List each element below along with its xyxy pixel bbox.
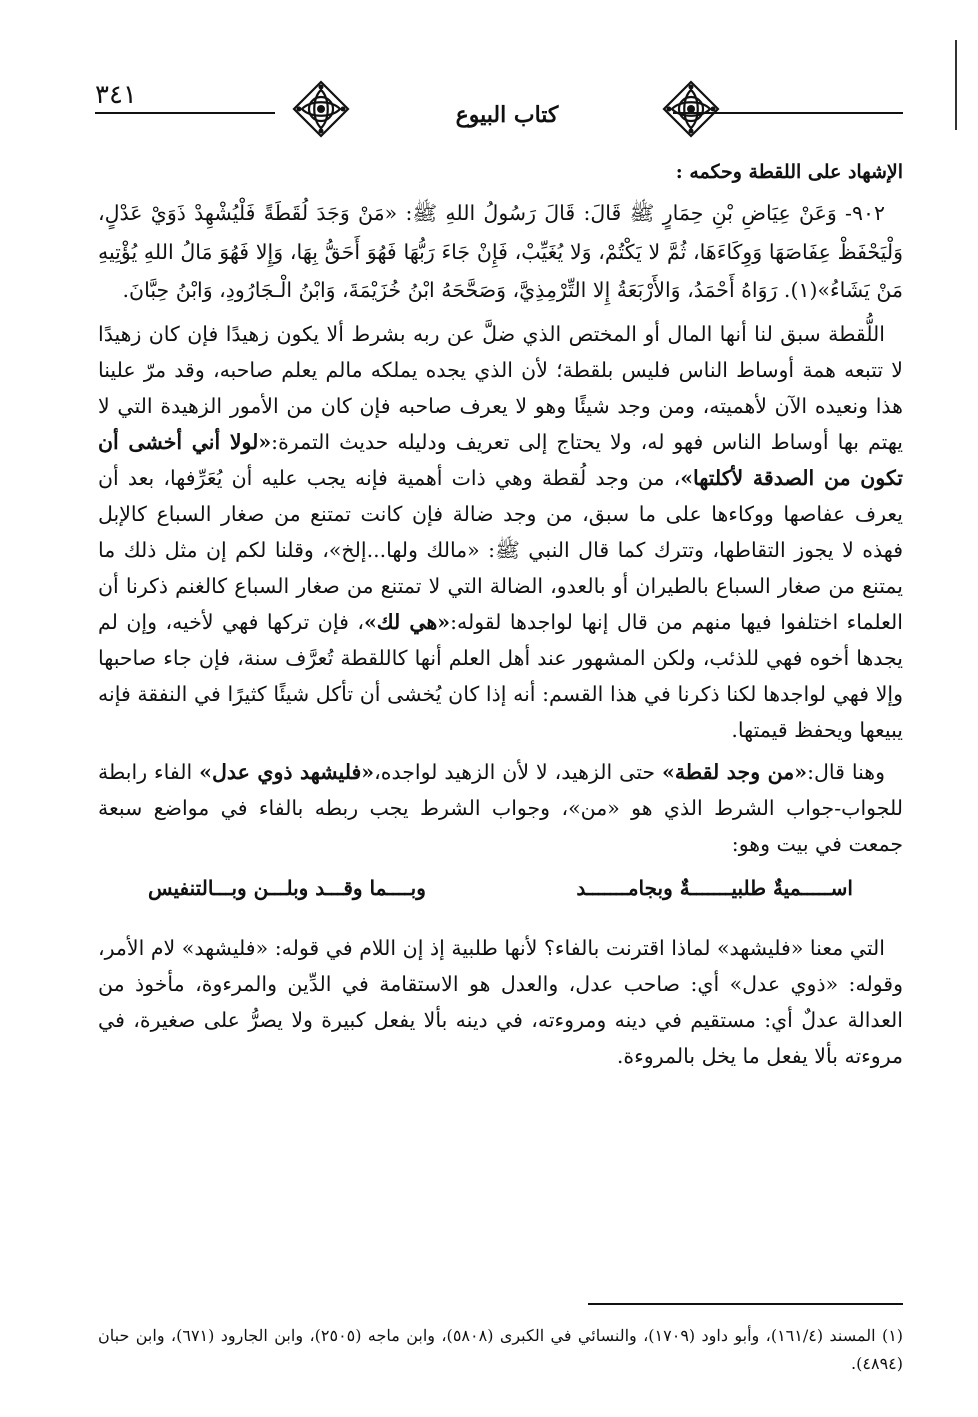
- footnote-separator: [588, 1303, 903, 1305]
- header-rule-left: [95, 112, 275, 114]
- page-number: ٣٤١: [95, 80, 137, 110]
- main-text: [98, 150, 903, 1074]
- paragraph-1-part-2: ، من وجد لُقطة وهي ذات أهمية فإنه يجب عليه أن يُعَرِّفها، بعد أن يعرف عفاصها ووكاءها على ما سبق، من وجد ضالة فإن كانت تمتنع من صغار السباع كالإبل فهذه لا يجوز التقاطها، وتترك كما قال النبي ﷺ: «مالك ولها...إلخ»، وقلنا لكم إن مثل ذلك ما يمتنع من صغار السباع بالطيران أو بالعدو، الضالة التي لا تمتنع من صغار السباع كالغنم ذكرنا أن العلماء اختلفوا فيها منهم من قال إنها لواجدها لقوله:: [98, 465, 903, 634]
- poetry-verse: [148, 868, 853, 908]
- commentary-paragraph-1: [98, 316, 903, 748]
- paragraph-1-part-1: اللُّقطة سبق لنا أنها المال أو المختص الذي ضلَّ عن ربه بشرط ألا يكون زهيدًا فإن كان زهيدًا لا تتبعه همة أوساط الناس فليس بلقطة؛ لأن الذي يجده يملكه مالم يعلم صاحبه، وقد مرّ علينا هذا ونعيده الآن لأهميته، ومن وجد شيئًا وهو لا يعرف صاحبه فإن كان من الأمور الزهيدة التي لا يهتم بها أوساط الناس فهو له، ولا يحتاج إلى تعريف ودليله حديث التمرة:: [98, 321, 903, 454]
- header-ornament-right-icon: [660, 78, 722, 140]
- page-edge-line: [955, 40, 957, 130]
- paragraph-2-part-2: حتى الزهيد، لا لأن الزهيد لواجده،: [374, 759, 662, 784]
- header-ornament-left-icon: [290, 78, 352, 140]
- verse-first-hemistich: اســـــميةٌ طلبيـــــــةٌ وبجامـــــــد: [576, 875, 853, 900]
- paragraph-1-part-3: ، فإن تركها فهي لأخيه، وإن لم يجدها أخوه فهي للذئب، ولكن المشهور عند أهل العلم أنها كاللقطة تُعرَّف سنة، فإن جاء صاحبها وإلا فهي لواجدها لكنا ذكرنا في هذا القسم: أنه إذا كان يُخشى أن تأكل شيئًا كثيرًا في النفقة فإنه يبيعها ويحفظ قيمتها.: [98, 609, 903, 742]
- paragraph-1-bold-quote-2: «هي لك»: [363, 609, 451, 634]
- book-title: كتاب البيوع: [455, 102, 559, 128]
- commentary-paragraph-2: [98, 754, 903, 862]
- paragraph-2-part-3: الفاء رابطة للجواب-جواب الشرط الذي هو «من»، وجواب الشرط يجب ربطه بالفاء في مواضع سبعة جمعت في بيت وهو:: [98, 759, 903, 856]
- commentary-paragraph-3: التي معنا «فليشهد» لماذا اقترنت بالفاء؟ لأنها طلبية إذ إن اللام في قوله: «فليشهد» لام الأمر، وقوله: «ذوي عدل» أي: صاحب عدل، والعدل هو الاستقامة في الدِّين والمرءوة، مأخوذ من العدالة عدلٌ أي: مستقيم في دينه ومروءته، في دينه بألا يفعل كبيرة ولا يصرُّ على صغيرة، في مروءته بألا يفعل ما يخل بالمروءة.: [98, 935, 903, 1068]
- paragraph-1-bold-quote-1: «لولا أني أخشى أن تكون من الصدقة لأكلتها»: [98, 429, 903, 490]
- hadith-text: ٩٠٢- وَعَنْ عِيَاضِ بْنِ حِمَارٍ ﷺ قَالَ: قَالَ رَسُولُ اللهِ ﷺ: «مَنْ وَجَدَ لُقَطَةً فَلْيُشْهِدْ ذَوَيْ عَدْلٍ، وَلْيَحْفَظْ عِفَاصَهَا وَوِكَاءَهَا، ثُمَّ لا يَكْتُمْ، وَلا يُغَيِّبْ، فَإِنْ جَاءَ رَبُّهَا فَهُوَ أَحَقُّ بِهَا، وَإِلا فَهُوَ مَالُ اللهِ يُؤْتِيهِ مَنْ يَشَاءُ»(١). رَوَاهُ أَحْمَدُ، وَالأَرْبَعَةُ إِلا التِّرْمِذِيَّ، وَصَحَّحَهُ ابْنُ خُزَيْمَةَ، وَابْنُ الْـجَارُودِ، وَابْنُ حِبَّانَ.: [98, 201, 903, 302]
- paragraph-2-bold-quote-2: «فليشهد ذوي عدل»: [199, 759, 375, 784]
- page-header: [95, 78, 903, 146]
- header-rule-right: [673, 112, 903, 114]
- paragraph-2-bold-quote-1: «من وجد لقطة»: [662, 759, 808, 784]
- section-title: الإشهاد على اللقطة وحكمه :: [675, 161, 903, 183]
- footnote: (١) المسند (١٦١/٤)، وأبو داود (١٧٠٩)، والنسائي في الكبرى (٥٨٠٨)، وابن ماجه (٢٥٠٥)، وابن الجارود (٦٧١)، وابن حبان (٤٨٩٤).: [98, 1326, 904, 1373]
- paragraph-2-part-1: وهنا قال:: [807, 759, 885, 784]
- verse-second-hemistich: وبــــما وقـــد وبلـــن وبـــالتنفيس: [148, 875, 426, 900]
